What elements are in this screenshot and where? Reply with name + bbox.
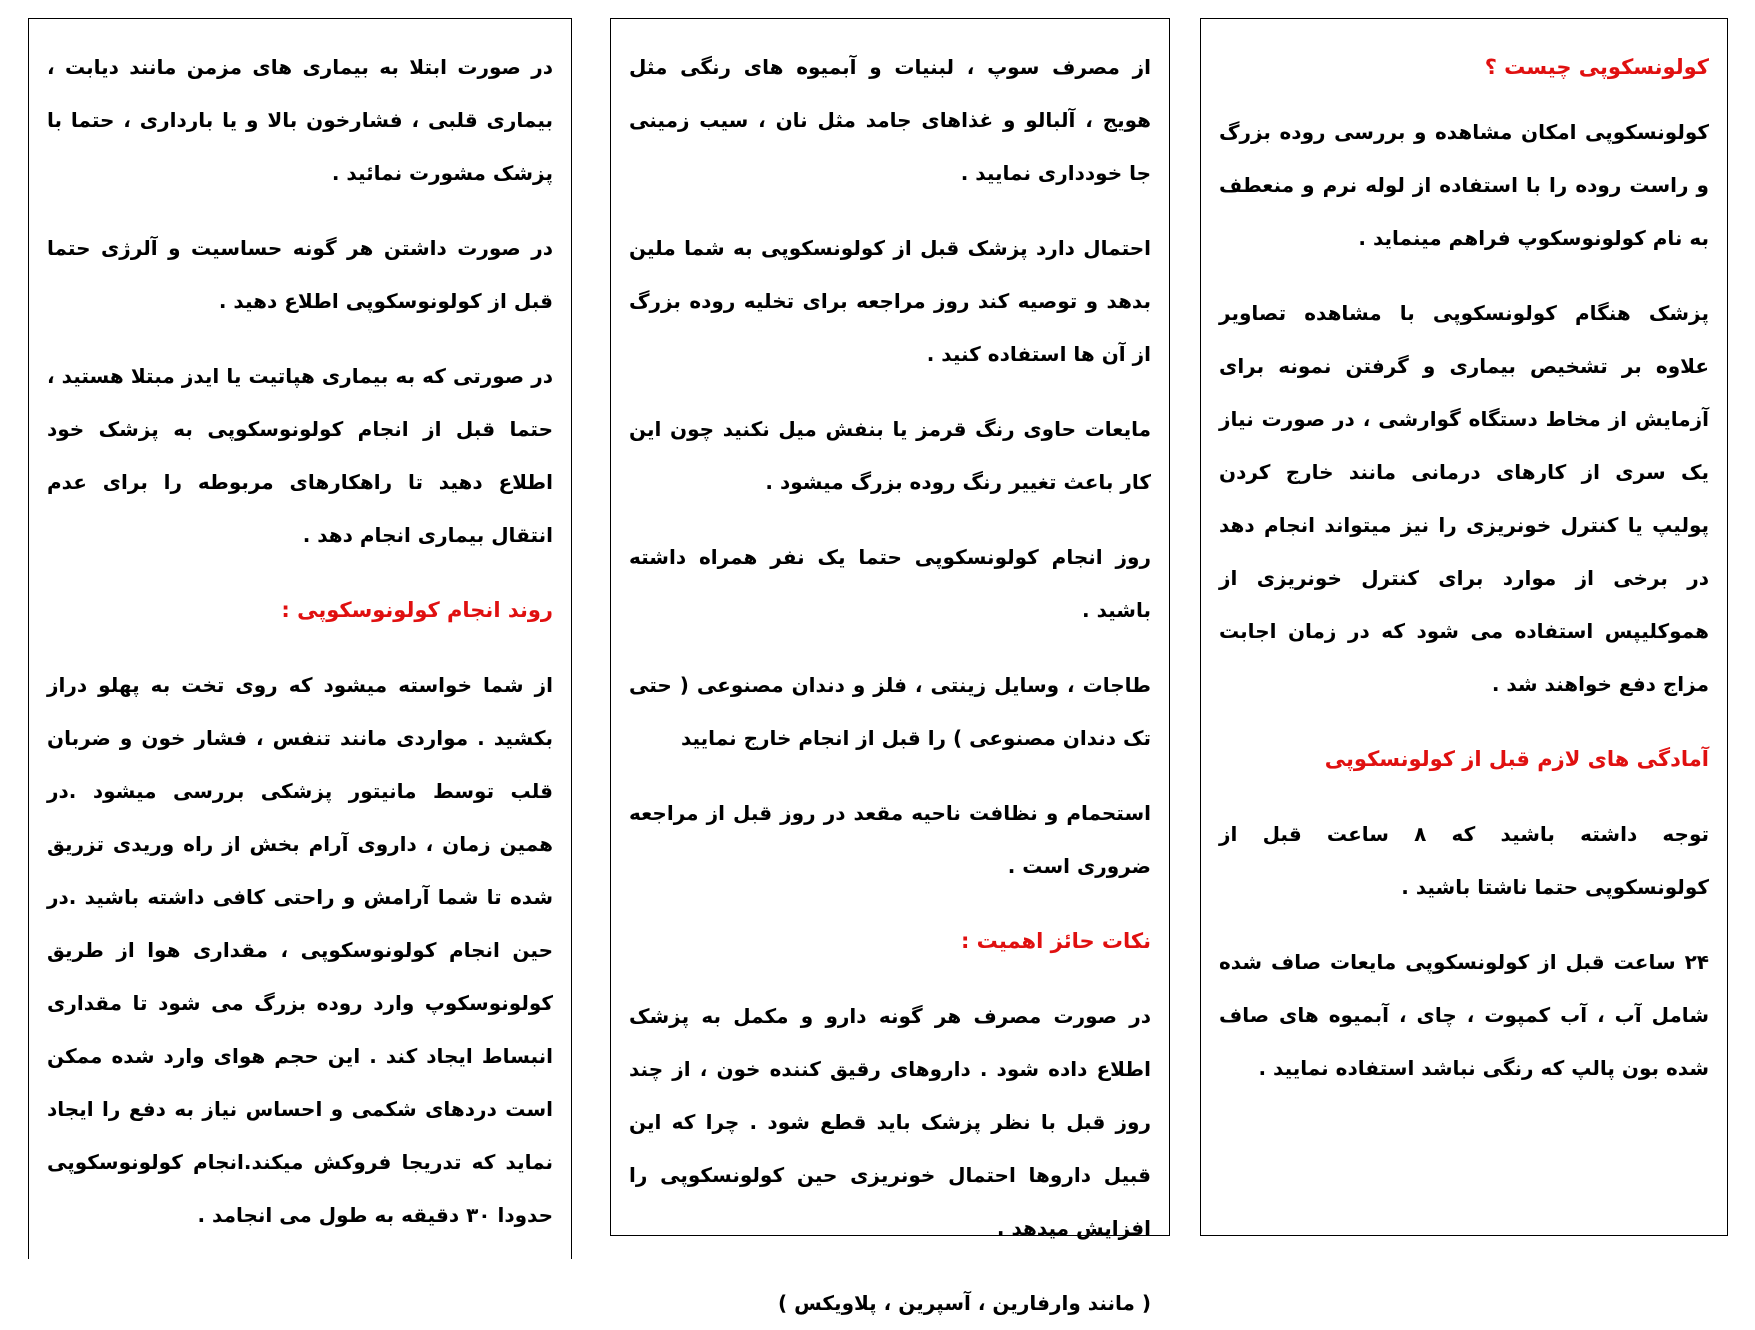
heading-important-notes: نکات حائز اهمیت : (960, 929, 1151, 953)
heading-what-is-colonoscopy: کولونسکوپی چیست ؟ (1484, 55, 1709, 79)
paragraph: در صورت مصرف هر گونه دارو و مکمل به پزشک اطلاع داده شود . داروهای رقیق کننده خون ، از چند روز قبل با نظر پزشک باید قطع شود . چرا که این قبیل داروها احتمال خونریزی حین کولونسکوپی را افزایش میدهد . (629, 1004, 1151, 1240)
paragraph: در صورت داشتن هر گونه حساسیت و آلرژی حتما قبل از کولونوسکوپی اطلاع دهید . (47, 236, 553, 313)
paragraph: روز انجام کولونسکوپی حتما یک نفر همراه داشته باشید . (629, 545, 1151, 622)
paragraph: توجه داشته باشید که ۸ ساعت قبل از کولونسکوپی حتما ناشتا باشید . (1219, 822, 1710, 899)
paragraph: استحمام و نظافت ناحیه مقعد در روز قبل از مراجعه ضروری است . (629, 801, 1151, 878)
paragraph: ۲۴ ساعت قبل از کولونسکوپی مایعات صاف شده شامل آب ، آب کمپوت ، چای ، آبمیوه های صاف شده بون پالپ که رنگی نباشد استفاده نمایید . (1219, 950, 1709, 1080)
paragraph: کولونسکوپی امکان مشاهده و بررسی روده بزرگ و راست روده را با استفاده از لوله نرم و منعطف به نام کولونوسکوپ فراهم مینماید . (1219, 120, 1709, 250)
paragraph: پزشک هنگام کولونسکوپی با مشاهده تصاویر علاوه بر تشخیص بیماری و گرفتن نمونه برای آزمایش از مخاط دستگاه گوارشی ، در صورت نیاز یک سری از کارهای درمانی مانند خارج کردن پولیپ یا کنترل خونریزی را نیز میتواند انجام دهد در برخی از موارد برای کنترل خونریزی از هموکلیپس استفاده می شود که در زمان اجابت مزاج دفع خواهند شد . (1219, 301, 1709, 696)
paragraph: مایعات حاوی رنگ قرمز یا بنفش میل نکنید چون این کار باعث تغییر رنگ روده بزرگ میشود . (629, 417, 1151, 494)
column-right (1200, 18, 1728, 1236)
paragraph: از مصرف سوپ ، لبنیات و آبمیوه های رنگی مثل هویج ، آلبالو و غذاهای جامد مثل نان ، سیب زمینی جا خودداری نمایید . (629, 55, 1151, 185)
paragraph: از شما خواسته میشود که روی تخت به پهلو دراز بکشید . مواردی مانند تنفس ، فشار خون و ضربان قلب توسط مانیتور پزشکی بررسی میشود .در همین زمان ، داروی آرام بخش از راه وریدی تزریق شده تا شما آرامش و راحتی کافی داشته باشید .در حین انجام کولونوسکوپی ، مقداری هوا از طریق کولونوسکوپ وارد روده بزرگ می شود تا مقداری انبساط ایجاد کند . این حجم هوای وارد شده ممکن است دردهای شکمی و احساس نیاز به دفع را ایجاد نماید که تدریجا فروکش میکند.انجام کولونوسکوپی حدودا ۳۰ دقیقه به طول می انجامد . (47, 673, 553, 1227)
paragraph: طاجات ، وسایل زینتی ، فلز و دندان مصنوعی ( حتی تک دندان مصنوعی ) را قبل از انجام خارج نمایید (629, 673, 1151, 750)
paragraph: احتمال دارد پزشک قبل از کولونسکوپی به شما ملین بدهد و توصیه کند روز مراجعه برای تخلیه روده بزرگ از آن ها استفاده کنید . (629, 236, 1151, 366)
heading-procedure: روند انجام کولونوسکوپی : (281, 598, 553, 622)
heading-preparation: آمادگی های لازم قبل از کولونسکوپی (1324, 747, 1709, 771)
paragraph: ( مانند وارفارین ، آسپرین ، پلاویکس ) (778, 1291, 1151, 1315)
paragraph: در صورتی که به بیماری هپاتیت یا ایدز مبتلا هستید ، حتما قبل از انجام کولونوسکوپی به پزشک خود اطلاع دهید تا راهکارهای مربوطه را برای عدم انتقال بیماری انجام دهد . (47, 364, 553, 547)
column-middle (610, 18, 1170, 1315)
paragraph: در صورت ابتلا به بیماری های مزمن مانند دیابت ، بیماری قلبی ، فشارخون بالا و یا بارداری ، حتما با پزشک مشورت نمائید . (47, 55, 553, 185)
column-left (28, 18, 572, 1259)
